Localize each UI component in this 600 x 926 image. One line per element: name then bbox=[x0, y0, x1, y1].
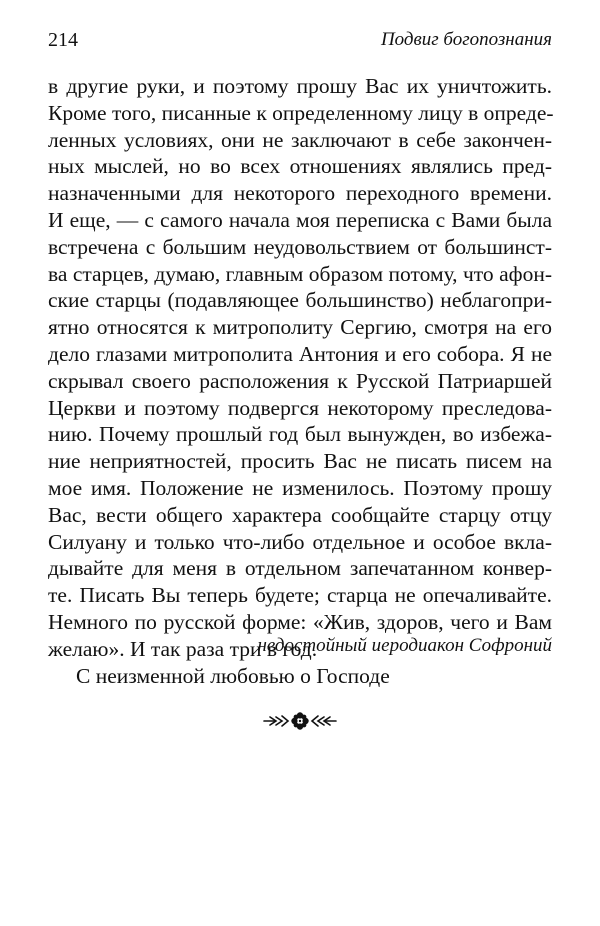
running-title: Подвиг богопознания bbox=[380, 29, 552, 50]
text-line: Кроме того, писанные к определенному лицу в опреде- bbox=[48, 100, 554, 125]
text-line: ские старцы (подавляющее большинство) неблагопри- bbox=[48, 288, 552, 313]
text-line: те. Писать Вы теперь будете; старца не опечаливайте. bbox=[48, 583, 552, 608]
letter-text bbox=[48, 73, 552, 689]
text-line: нию. Почему прошлый год был вынужден, во избежа- bbox=[48, 422, 552, 447]
text-line: ва старцев, думаю, главным образом потому, что афон- bbox=[48, 261, 552, 286]
text-line: Церкви и поэтому подвергся некоторому преследова- bbox=[48, 395, 552, 420]
floral-ornament-icon bbox=[262, 706, 338, 736]
closing-line: С неизменной любовью о Господе bbox=[76, 663, 390, 688]
text-line: Вас, вести общего характера сообщайте старцу отцу bbox=[48, 502, 552, 527]
text-line: мое имя. Положение не изменилось. Поэтому прошу bbox=[48, 475, 552, 500]
text-line: Немного по русской форме: «Жив, здоров, чего и Вам bbox=[48, 609, 552, 634]
running-header bbox=[48, 27, 552, 53]
text-line: в другие руки, и поэтому прошу Вас их уничтожить. bbox=[48, 74, 552, 98]
page-number: 214 bbox=[48, 29, 78, 51]
text-line: встречена с большим неудовольствием от большинст- bbox=[48, 234, 552, 259]
text-line: И еще, — с самого начала моя переписка с Вами была bbox=[48, 207, 552, 232]
text-line: скрывал своего расположения к Русской Патриаршей bbox=[48, 368, 552, 393]
text-line: желаю». И так раза три в год. bbox=[48, 636, 318, 661]
text-line: дело глазами митрополита Антония и его собора. Я не bbox=[48, 341, 552, 366]
text-line: ленных условиях, они не заключают в себе закончен- bbox=[48, 127, 552, 152]
text-line: ных мыслей, но во всех отношениях являлись пред- bbox=[48, 154, 552, 179]
text-line: Силуану и только что-либо отдельное и особое вкла- bbox=[48, 529, 552, 554]
text-line: ятно относятся к митрополиту Сергию, смотря на его bbox=[48, 315, 552, 340]
text-line: дывайте для меня в отдельном запечатанном конвер- bbox=[48, 556, 552, 581]
ornament-divider bbox=[0, 706, 600, 736]
text-line: назначенными для некоторого переходного времени. bbox=[48, 181, 552, 206]
signature: недостойный иеродиакон Софроний bbox=[257, 635, 552, 656]
text-line: ние неприятностей, просить Вас не писать писем на bbox=[48, 449, 552, 474]
